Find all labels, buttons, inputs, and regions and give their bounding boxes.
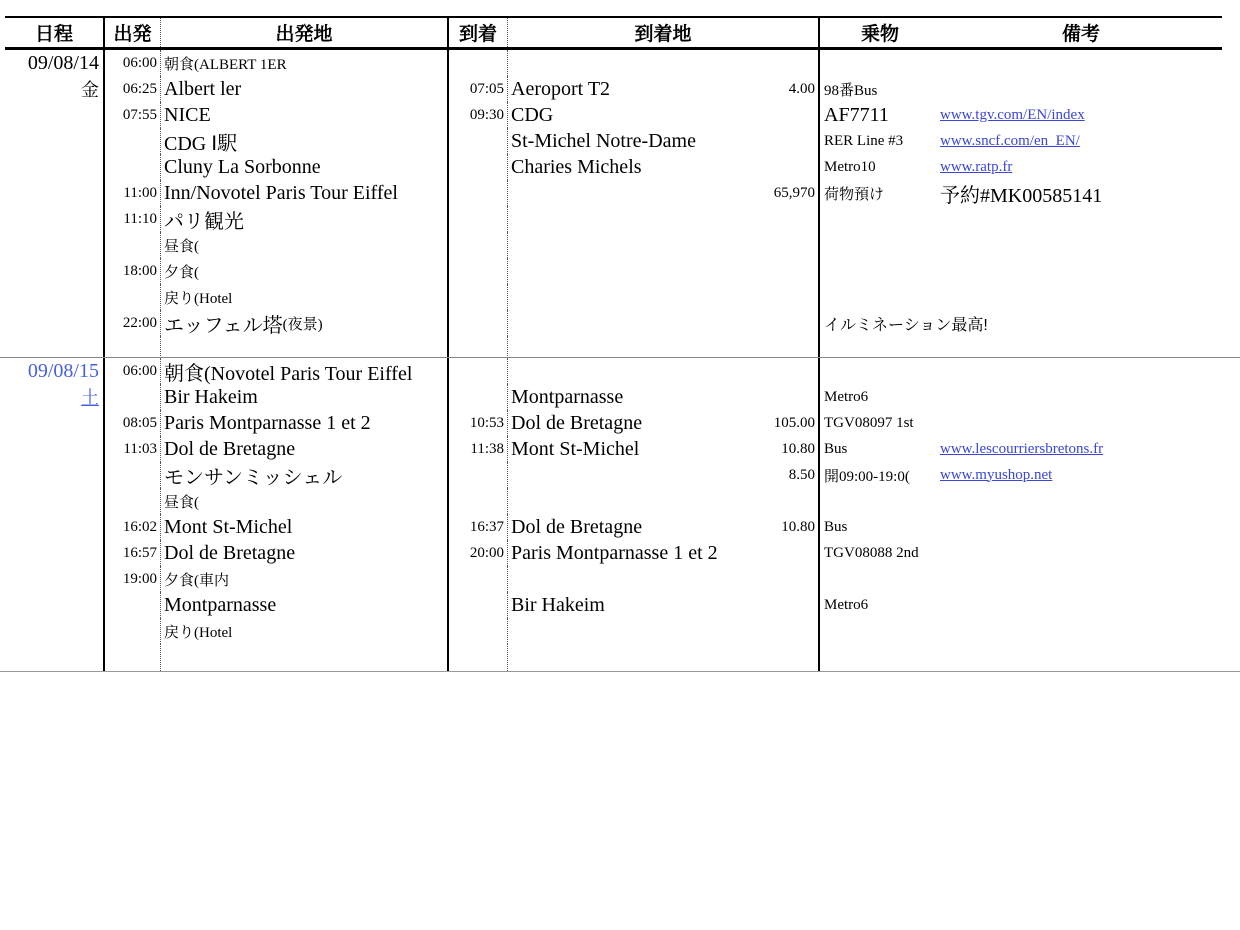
departure-time: 06:25 [122, 80, 157, 97]
vehicle-value: 開09:00-19:0( [824, 468, 910, 485]
itinerary-row [5, 436, 1222, 462]
departure-place-cell [160, 206, 447, 232]
spacer-cell [103, 336, 160, 358]
departure-time-cell [103, 128, 160, 154]
itinerary-row [5, 540, 1222, 566]
departure-time: 22:00 [122, 314, 157, 331]
departure-time: 16:57 [122, 544, 157, 561]
itinerary-row [5, 514, 1222, 540]
arrival-place: CDG [511, 103, 554, 126]
arrival-time-cell [447, 566, 507, 592]
departure-time-cell [103, 310, 160, 336]
spacer-cell [103, 644, 160, 671]
departure-place-cell [160, 358, 447, 384]
arrival-place-cell [507, 358, 818, 384]
vehicle-value: 98番Bus [824, 82, 878, 99]
departure-place: CDG Ⅰ駅 [164, 132, 238, 155]
arrival-place: Aeroport T2 [511, 77, 611, 100]
arrival-place-cell [507, 76, 818, 102]
departure-time-cell [103, 384, 160, 410]
vehicle-notes-cell [818, 410, 1222, 436]
note-link[interactable]: www.sncf.com/en_EN/ [940, 132, 1080, 149]
departure-time: 11:10 [123, 210, 157, 227]
vehicle-notes-cell [818, 206, 1222, 232]
arrival-place-cell [507, 128, 818, 154]
spacer-cell [818, 644, 1222, 671]
arrival-time-cell [447, 410, 507, 436]
departure-place: Dol de Bretagne [164, 437, 296, 460]
date-cell [5, 232, 103, 258]
arrival-place-cell [507, 566, 818, 592]
header-vehicle-notes [818, 18, 1222, 47]
itinerary-row [5, 618, 1222, 644]
departure-place-cell [160, 488, 447, 514]
arrival-place-cell [507, 436, 818, 462]
departure-place: 昼食( [164, 238, 199, 255]
itinerary-row [5, 154, 1222, 180]
itinerary-row [5, 258, 1222, 284]
departure-place-cell [160, 180, 447, 206]
departure-time: 06:00 [122, 362, 157, 379]
departure-place: 戻り(Hotel [164, 624, 233, 641]
departure-time: 08:05 [122, 414, 157, 431]
arrival-time-cell [447, 436, 507, 462]
itinerary-row [5, 410, 1222, 436]
spacer-cell [160, 644, 447, 671]
departure-place-cell [160, 310, 447, 336]
itinerary-table [5, 16, 1222, 671]
departure-place-cell [160, 410, 447, 436]
departure-place: NICE [164, 103, 211, 126]
vehicle-value: イルミネーション最高! [824, 316, 988, 334]
departure-time: 06:00 [122, 54, 157, 71]
arrival-time: 16:37 [469, 518, 504, 535]
header-date: 日程 [34, 24, 73, 45]
arrival-time-cell [447, 358, 507, 384]
vehicle-value: Metro6 [824, 388, 869, 405]
date-cell [5, 50, 103, 76]
vehicle-notes-cell [818, 310, 1222, 336]
vehicle-notes-cell [818, 488, 1222, 514]
vehicle-notes-cell [818, 384, 1222, 410]
departure-time-cell [103, 488, 160, 514]
price-value: 105.00 [773, 414, 815, 431]
departure-time-cell [103, 462, 160, 488]
vehicle-notes-cell [818, 566, 1222, 592]
departure-time-cell [103, 592, 160, 618]
arrival-place-cell [507, 50, 818, 76]
departure-place: 夕食(車内 [164, 572, 229, 589]
vehicle-value: Metro6 [824, 596, 869, 613]
departure-place-cell [160, 102, 447, 128]
departure-place: Cluny La Sorbonne [164, 155, 321, 178]
arrival-time-cell [447, 128, 507, 154]
date-cell [5, 488, 103, 514]
arrival-time-cell [447, 284, 507, 310]
arrival-place-cell [507, 180, 818, 206]
departure-time-cell [103, 284, 160, 310]
arrival-time-cell [447, 154, 507, 180]
vehicle-notes-cell [818, 284, 1222, 310]
arrival-place-cell [507, 284, 818, 310]
departure-place-cell [160, 384, 447, 410]
vehicle-notes-cell [818, 258, 1222, 284]
arrival-time-cell [447, 514, 507, 540]
departure-place: 戻り(Hotel [164, 290, 233, 307]
departure-place: Bir Hakeim [164, 385, 258, 408]
day-separator-line [0, 357, 1240, 358]
date-cell [5, 284, 103, 310]
arrival-place: Bir Hakeim [511, 593, 605, 616]
price-value: 4.00 [788, 80, 815, 97]
price-value: 65,970 [773, 184, 815, 201]
date-cell [5, 540, 103, 566]
vehicle-value: TGV08088 2nd [824, 544, 919, 561]
vehicle-notes-cell [818, 154, 1222, 180]
arrival-place-cell [507, 206, 818, 232]
arrival-place-cell [507, 488, 818, 514]
itinerary-row [5, 358, 1222, 384]
arrival-time: 09:30 [469, 106, 504, 123]
departure-time: 18:00 [122, 262, 157, 279]
itinerary-row [5, 592, 1222, 618]
itinerary-row [5, 50, 1222, 76]
date-cell [5, 384, 103, 410]
itinerary-row [5, 566, 1222, 592]
itinerary-row [5, 232, 1222, 258]
note-link[interactable]: www.lescourriersbretons.fr [940, 440, 1104, 457]
departure-place: 朝食(Novotel Paris Tour Eiffel [164, 362, 413, 385]
date-cell [5, 514, 103, 540]
departure-place-cell [160, 76, 447, 102]
departure-place-cell [160, 128, 447, 154]
vehicle-value: AF7711 [824, 103, 889, 126]
arrival-time: 10:53 [469, 414, 504, 431]
date-cell [5, 566, 103, 592]
vehicle-notes-cell [818, 128, 1222, 154]
spacer-cell [5, 336, 103, 358]
arrival-place-cell [507, 384, 818, 410]
header-arrival-place: 到着地 [507, 18, 818, 47]
vehicle-value: Bus [824, 518, 848, 535]
vehicle-notes-cell [818, 436, 1222, 462]
arrival-time-cell [447, 384, 507, 410]
vehicle-notes-cell [818, 462, 1222, 488]
departure-time: 07:55 [122, 106, 157, 123]
vehicle-notes-cell [818, 76, 1222, 102]
itinerary-row [5, 384, 1222, 410]
vehicle-notes-cell [818, 102, 1222, 128]
departure-time-cell [103, 154, 160, 180]
departure-time-cell [103, 358, 160, 384]
price-value: 8.50 [788, 466, 815, 483]
itinerary-row [5, 128, 1222, 154]
arrival-time: 07:05 [469, 80, 504, 97]
departure-time: 11:03 [123, 440, 157, 457]
arrival-place-cell [507, 514, 818, 540]
itinerary-row [5, 180, 1222, 206]
vehicle-value: Metro10 [824, 158, 876, 175]
vehicle-notes-cell [818, 514, 1222, 540]
departure-place: 夕食( [164, 264, 199, 281]
arrival-place: Montparnasse [511, 385, 624, 408]
departure-time-cell [103, 102, 160, 128]
date-cell [5, 310, 103, 336]
arrival-place-cell [507, 154, 818, 180]
date-cell [5, 358, 103, 384]
table-header-row [5, 16, 1222, 50]
spacer-cell [507, 336, 818, 358]
weekday-value[interactable]: 土 [81, 388, 99, 408]
price-value: 10.80 [781, 518, 815, 535]
arrival-place-cell [507, 618, 818, 644]
departure-place-cell [160, 592, 447, 618]
date-cell [5, 258, 103, 284]
vehicle-notes-cell [818, 540, 1222, 566]
departure-place-cell [160, 462, 447, 488]
departure-place-cell [160, 514, 447, 540]
departure-time-cell [103, 436, 160, 462]
itinerary-row [5, 76, 1222, 102]
departure-time-cell [103, 232, 160, 258]
vehicle-notes-cell [818, 50, 1222, 76]
header-arrival-time: 到着 [447, 18, 507, 47]
arrival-place-cell [507, 592, 818, 618]
date-value: 09/08/15 [27, 359, 99, 382]
date-cell [5, 618, 103, 644]
departure-place-cell [160, 436, 447, 462]
departure-time-cell [103, 258, 160, 284]
departure-place: Inn/Novotel Paris Tour Eiffel [164, 181, 398, 204]
departure-place-cell [160, 540, 447, 566]
note-link[interactable]: www.ratp.fr [940, 158, 1013, 175]
departure-place: Albert ler [164, 77, 242, 100]
table-body [5, 50, 1222, 671]
itinerary-row [5, 488, 1222, 514]
arrival-time-cell [447, 102, 507, 128]
arrival-place: Dol de Bretagne [511, 515, 643, 538]
departure-time-cell [103, 76, 160, 102]
departure-place: Dol de Bretagne [164, 541, 296, 564]
departure-time: 16:02 [122, 518, 157, 535]
departure-time: 11:00 [123, 184, 157, 201]
departure-time-cell [103, 206, 160, 232]
departure-place-cell [160, 154, 447, 180]
departure-time-cell [103, 180, 160, 206]
vehicle-notes-cell [818, 618, 1222, 644]
departure-time-cell [103, 410, 160, 436]
departure-place-cell [160, 566, 447, 592]
arrival-time-cell [447, 310, 507, 336]
arrival-time-cell [447, 50, 507, 76]
departure-place: モンサンミッシェル [164, 466, 343, 489]
arrival-time-cell [447, 180, 507, 206]
departure-place-cell [160, 50, 447, 76]
itinerary-row [5, 310, 1222, 336]
arrival-place-cell [507, 232, 818, 258]
departure-place: Mont St-Michel [164, 515, 293, 538]
arrival-place-cell [507, 540, 818, 566]
itinerary-row [5, 284, 1222, 310]
arrival-time-cell [447, 232, 507, 258]
date-value: 09/08/14 [27, 51, 99, 74]
date-cell [5, 76, 103, 102]
vehicle-value: TGV08097 1st [824, 414, 914, 431]
itinerary-row [5, 102, 1222, 128]
header-departure-time: 出発 [103, 18, 160, 47]
arrival-place-cell [507, 310, 818, 336]
arrival-place: Dol de Bretagne [511, 411, 643, 434]
header-departure-place: 出発地 [160, 18, 447, 47]
table-bottom-line [0, 671, 1240, 672]
departure-time-cell [103, 566, 160, 592]
departure-place: Paris Montparnasse 1 et 2 [164, 411, 371, 434]
arrival-place: St-Michel Notre-Dame [511, 129, 696, 152]
spacer-cell [160, 336, 447, 358]
arrival-time-cell [447, 258, 507, 284]
vehicle-notes-cell [818, 358, 1222, 384]
date-cell [5, 462, 103, 488]
vehicle-value: Bus [824, 440, 848, 457]
arrival-time-cell [447, 618, 507, 644]
vehicle-value: RER Line #3 [824, 132, 904, 149]
spacer-row [5, 336, 1222, 358]
departure-time-cell [103, 618, 160, 644]
date-cell [5, 206, 103, 232]
arrival-place-cell [507, 258, 818, 284]
vehicle-value: 荷物預け [824, 186, 885, 203]
departure-time-cell [103, 514, 160, 540]
weekday-value: 金 [81, 80, 99, 100]
spacer-cell [447, 336, 507, 358]
arrival-place: Mont St-Michel [511, 437, 640, 460]
arrival-time-cell [447, 76, 507, 102]
price-value: 10.80 [781, 440, 815, 457]
date-cell [5, 410, 103, 436]
departure-place: Montparnasse [164, 593, 277, 616]
departure-place-cell [160, 284, 447, 310]
arrival-time: 11:38 [470, 440, 504, 457]
date-cell [5, 592, 103, 618]
arrival-place-cell [507, 410, 818, 436]
arrival-time-cell [447, 592, 507, 618]
departure-place: 昼食( [164, 494, 199, 511]
departure-place-suffix: (夜景) [282, 316, 323, 333]
spacer-cell [818, 336, 1222, 358]
note-link[interactable]: www.tgv.com/EN/index [940, 106, 1085, 123]
departure-place: パリ観光 [164, 210, 244, 233]
date-cell [5, 102, 103, 128]
spacer-cell [5, 644, 103, 671]
itinerary-row [5, 206, 1222, 232]
arrival-time-cell [447, 540, 507, 566]
date-cell [5, 154, 103, 180]
note-text: 予約#MK00585141 [940, 184, 1103, 207]
arrival-time-cell [447, 462, 507, 488]
departure-place-cell [160, 232, 447, 258]
date-cell [5, 180, 103, 206]
departure-place: 朝食(ALBERT 1ER [164, 56, 287, 73]
arrival-place: Paris Montparnasse 1 et 2 [511, 541, 718, 564]
departure-time-cell [103, 540, 160, 566]
spacer-cell [447, 644, 507, 671]
header-vehicle: 乗物 [860, 24, 899, 45]
vehicle-notes-cell [818, 232, 1222, 258]
itinerary-row [5, 462, 1222, 488]
arrival-place: Charies Michels [511, 155, 642, 178]
arrival-time-cell [447, 488, 507, 514]
arrival-place-cell [507, 102, 818, 128]
spacer-cell [507, 644, 818, 671]
vehicle-notes-cell [818, 592, 1222, 618]
arrival-time: 20:00 [469, 544, 504, 561]
spacer-row [5, 644, 1222, 671]
header-notes: 備考 [1061, 24, 1100, 45]
vehicle-notes-cell [818, 180, 1222, 206]
departure-place-cell [160, 258, 447, 284]
arrival-time-cell [447, 206, 507, 232]
departure-place: エッフェル塔 [164, 314, 283, 337]
note-link[interactable]: www.myushop.net [940, 466, 1053, 483]
departure-time-cell [103, 50, 160, 76]
date-cell [5, 436, 103, 462]
arrival-place-cell [507, 462, 818, 488]
departure-place-cell [160, 618, 447, 644]
date-cell [5, 128, 103, 154]
departure-time: 19:00 [122, 570, 157, 587]
